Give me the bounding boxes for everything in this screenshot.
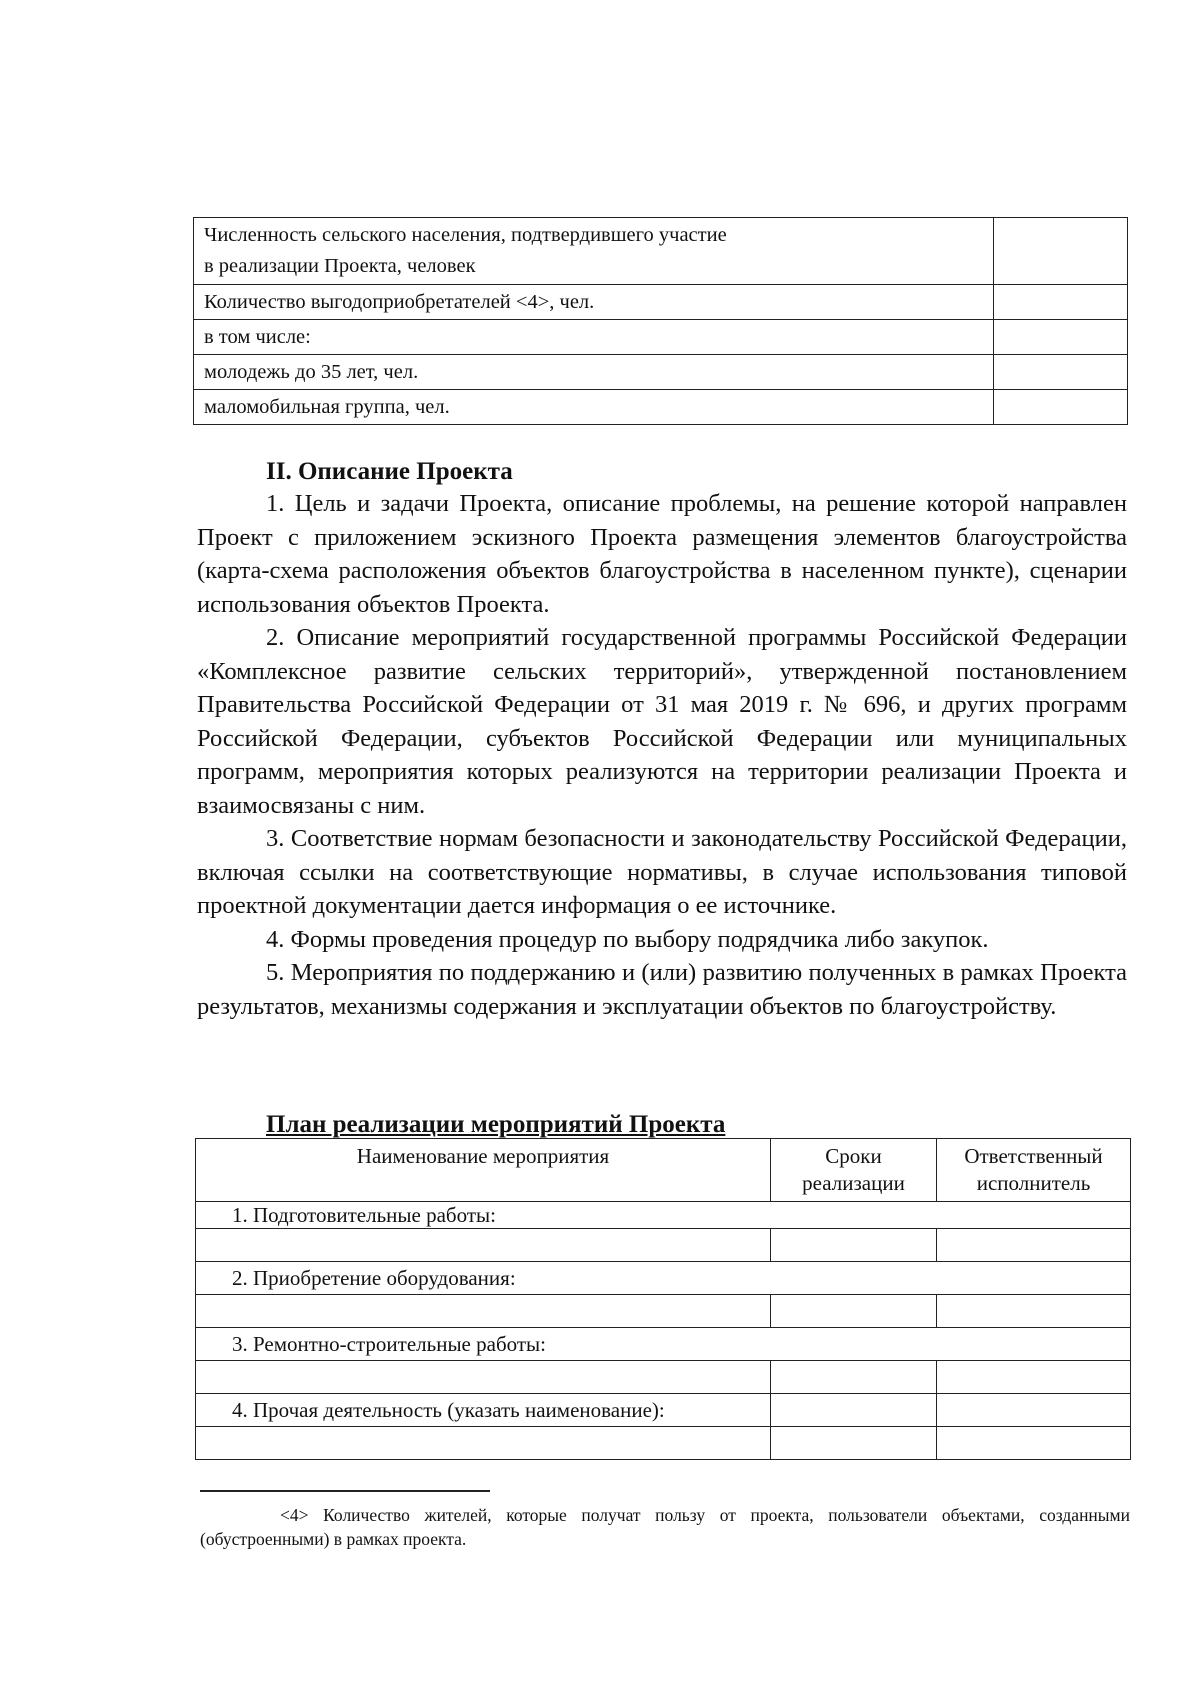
footnote xyxy=(200,1503,1130,1551)
indicator-value-cell xyxy=(994,218,1128,285)
empty-cell xyxy=(771,1361,937,1394)
empty-cell xyxy=(196,1229,771,1262)
indicator-label-line: Численность сельского населения, подтвердившего участие xyxy=(204,224,727,246)
plan-section-row xyxy=(196,1394,1131,1427)
empty-cell xyxy=(937,1427,1131,1460)
empty-cell xyxy=(771,1229,937,1262)
table-row xyxy=(194,218,1128,285)
header-name-text: Наименование мероприятия xyxy=(356,1144,610,1168)
indicator-label: молодежь до 35 лет, чел. xyxy=(194,355,994,390)
plan-section-row xyxy=(196,1202,1131,1229)
empty-cell xyxy=(196,1427,771,1460)
empty-cell xyxy=(771,1427,937,1460)
table-row xyxy=(194,320,1128,355)
paragraph: 2. Описание мероприятий государственной программы Российской Федерации «Комплексное развитие сельских территорий», утвержденной постановлением Правительства Российской Федерации от 31 мая 2019 г. № 696, и других программ Российской Федерации, субъектов Российской Федерации или муниципальных программ, мероприятия которых реализуются на территории реализации Проекта и взаимосвязаны с ним. xyxy=(197,624,1127,819)
section-title: II. Описание Проекта xyxy=(266,458,513,485)
indicator-label: в том числе: xyxy=(194,320,994,355)
indicator-label xyxy=(194,218,994,285)
header-responsible-line: исполнитель xyxy=(976,1171,1091,1195)
indicator-label: Количество выгодоприобретателей <4>, чел. xyxy=(194,285,994,320)
indicators-table xyxy=(193,217,1128,425)
plan-section-row xyxy=(196,1328,1131,1361)
indicator-value-cell xyxy=(994,320,1128,355)
indicator-value-cell xyxy=(994,285,1128,320)
plan-header-row xyxy=(196,1139,1131,1202)
plan-section-label: 4. Прочая деятельность (указать наименование): xyxy=(196,1394,771,1427)
header-terms-line: реализации xyxy=(802,1171,905,1195)
paragraph: 5. Мероприятия по поддержанию и (или) развитию полученных в рамках Проекта результатов, механизмы содержания и эксплуатации объектов по благоустройству. xyxy=(197,959,1127,1020)
footnote-divider xyxy=(200,1490,490,1492)
paragraph: 1. Цель и задачи Проекта, описание проблемы, на решение которой направлен Проект с приложением эскизного Проекта размещения элементов благоустройства (карта-схема расположения объектов благоустройства в населенном пункте), сценарии использования объектов Проекта. xyxy=(197,490,1127,618)
empty-cell xyxy=(937,1229,1131,1262)
plan-section-label: 3. Ремонтно-строительные работы: xyxy=(196,1328,1131,1361)
table-row xyxy=(194,390,1128,425)
plan-empty-row xyxy=(196,1295,1131,1328)
plan-empty-row xyxy=(196,1229,1131,1262)
header-terms xyxy=(771,1139,937,1202)
header-responsible-line: Ответственный xyxy=(964,1144,1103,1168)
paragraph: 4. Формы проведения процедур по выбору подрядчика либо закупок. xyxy=(266,925,989,953)
section-body xyxy=(197,487,1127,1023)
table-row xyxy=(194,355,1128,390)
indicator-label: маломобильная группа, чел. xyxy=(194,390,994,425)
plan-empty-row xyxy=(196,1427,1131,1460)
empty-cell xyxy=(937,1361,1131,1394)
paragraph: 3. Соответствие нормам безопасности и законодательству Российской Федерации, включая ссылки на соответствующие нормативы, в случае использования типовой проектной документации дается информация о ее источнике. xyxy=(197,825,1127,919)
indicator-value-cell xyxy=(994,355,1128,390)
empty-cell xyxy=(937,1295,1131,1328)
indicator-value-cell xyxy=(994,390,1128,425)
plan-section-label: 1. Подготовительные работы: xyxy=(196,1202,1131,1229)
footnote-text: <4> Количество жителей, которые получат пользу от проекта, пользователи объектами, созданными (обустроенными) в рамках проекта. xyxy=(200,1505,1130,1549)
empty-cell xyxy=(196,1295,771,1328)
header-name xyxy=(196,1139,771,1202)
header-responsible xyxy=(937,1139,1131,1202)
plan-empty-row xyxy=(196,1361,1131,1394)
indicator-label-line: в реализации Проекта, человек xyxy=(204,255,476,277)
plan-section-row xyxy=(196,1262,1131,1295)
plan-section-label: 2. Приобретение оборудования: xyxy=(196,1262,1131,1295)
empty-cell xyxy=(196,1361,771,1394)
plan-title: План реализации мероприятий Проекта xyxy=(266,1111,726,1138)
header-terms-line: Сроки xyxy=(825,1144,882,1168)
table-row xyxy=(194,285,1128,320)
empty-cell xyxy=(771,1295,937,1328)
plan-table xyxy=(195,1138,1131,1460)
empty-cell xyxy=(771,1394,937,1427)
empty-cell xyxy=(937,1394,1131,1427)
